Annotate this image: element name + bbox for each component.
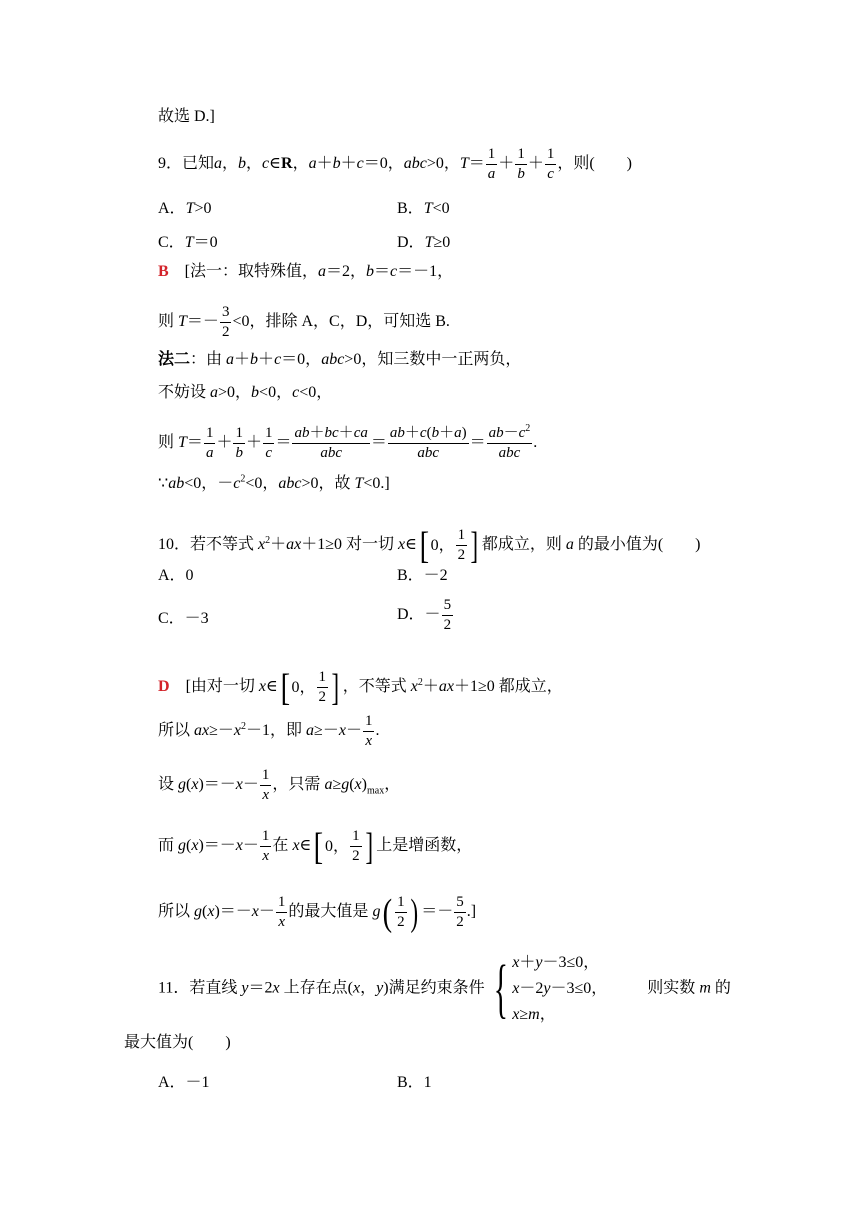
q9-solution-line3: 法二：由 a＋b＋c＝0，abc>0，知三数中一正两负， (158, 351, 522, 368)
q10-option-a: A．0 (158, 567, 194, 584)
q10-option-d: D．－ $\frac{5}{2}$ (397, 597, 452, 633)
q10-solution-line1: D [由对一切 x∈ [ 0， $\frac{1}{2}$ ] ，不等式 $x^2+ax+1\ge 0$ 都成立， (158, 666, 563, 709)
prev-answer-end: 故选 D.] (158, 108, 215, 125)
q10-solution-line4: 而 g(x)＝－x－ $\frac{1}{x}$ 在 x∈ [ 0， $\frac{1}{2}$ ] 上是增函数， (158, 825, 473, 868)
q10-answer-letter: D (158, 678, 170, 696)
question-11-stem: 11．若直线 y＝2x 上存在点(x，y)满足约束条件 { x＋y－3≤0， x－2y－3≤0， x≥m， 则实数 m 的 (158, 950, 731, 1028)
q9-option-c: C．T＝0 (158, 234, 218, 251)
q11-option-a: A．－1 (158, 1074, 210, 1091)
q9-solution-line4: 不妨设 a>0，b<0，c<0， (158, 384, 333, 401)
question-10-stem: 10．若不等式 $x^2+ax+1\ge 0$ 对一切 x∈ [ 0， $\frac{1}{2}$ ] 都成立，则 a 的最小值为( ) (158, 524, 701, 567)
q10-option-c: C．－3 (158, 610, 209, 627)
q9-option-d: D．T≥0 (397, 234, 451, 251)
q9-solution-line2: 则 T＝－ $\frac{3}{2}$ <0，排除 A，C，D，可知选 B. (158, 304, 450, 340)
question-11-stem-cont: 最大值为( ) (124, 1034, 231, 1051)
q9-option-a: A．T>0 (158, 200, 212, 217)
q9-solution-line6: ∵ab<0，$-c^2<0$，abc>0，故 T<0.] (158, 473, 390, 492)
q10-solution-line2: 所以 $ax\ge-x^2-1$，即 a≥－x－ $\frac{1}{x}$ . (158, 713, 380, 749)
q9-option-b: B．T<0 (397, 200, 450, 217)
q9-answer-letter: B (158, 263, 169, 280)
question-9-stem: 9．已知a，b，c∈R，a＋b＋c＝0，abc>0，T＝ $\frac{1}{a}$ ＋ $\frac{1}{b}$ ＋ $\frac{1}{c}$ ，则( ) (158, 146, 632, 182)
q9-solution-line1: B [法一：取特殊值，a＝2，b＝c＝－1， (158, 263, 454, 280)
q10-solution-line5: 所以 g(x)＝－x－ $\frac{1}{x}$ 的最大值是 g ( $\frac{1}{2}$ ) ＝－ $\frac{5}{2}$ .] (158, 891, 477, 934)
q9-solution-line5: 则 T＝ $\frac{1}{a}$ ＋ $\frac{1}{b}$ ＋ $\frac{1}{c}$ ＝ $\frac{ab+bc+ca}{\text{abc}}$ ＝ $\frac{ab+c(b+a)}{\text{abc}}$ ＝ $\frac{ab-c^2}{\text{abc}}$ . (158, 423, 538, 461)
q10-solution-line3: 设 g(x)＝－x－ $\frac{1}{x}$ ，只需 $a\ge g(x)_{max}$， (158, 767, 401, 803)
q11-option-b: B．1 (397, 1074, 432, 1091)
constraint-system: { x＋y－3≤0， x－2y－3≤0， x≥m， (493, 952, 608, 1025)
q10-option-b: B．－2 (397, 567, 448, 584)
